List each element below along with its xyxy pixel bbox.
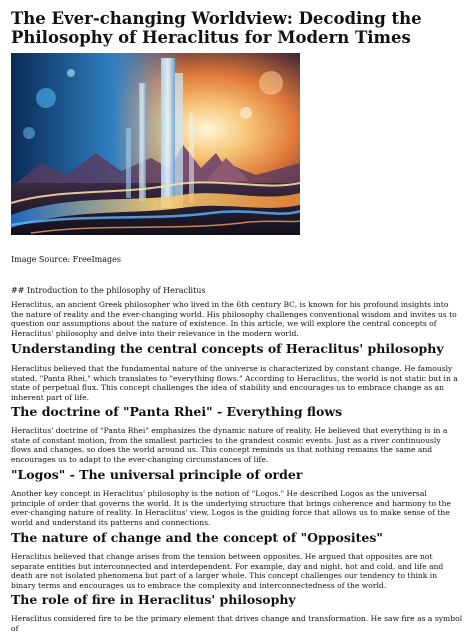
- section-heading: The doctrine of "Panta Rhei" - Everything flows: [11, 404, 343, 419]
- section-paragraph: Heraclitus believed that the fundamental nature of the universe is characterized by constant change. He famously stated, "Panta Rhei," which translates to "everything flows." According to Heraclitus, the world is not static but in a state of perpetual flux. This concept challenges the idea of stability and encourages us to embrace change as an inherent part of life.: [11, 364, 458, 402]
- section-heading: Understanding the central concepts of Heraclitus' philosophy: [11, 341, 444, 356]
- section-paragraph: Heraclitus' doctrine of "Panta Rhei" emphasizes the dynamic nature of reality. He believed that everything is in a state of constant motion, from the smallest particles to the grandest cosmic events. Just as a river continuously flows and changes, so does the world around us. This concept reminds us that nothing remains the same and encourages us to adapt to the ever-changing circumstances of life.: [11, 426, 448, 464]
- section-paragraph: Heraclitus believed that change arises from the tension between opposites. He argued that opposites are not separate entities but interconnected and interdependent. For example, day and night, hot and cold, and life and death are not isolated phenomena but part of a larger whole. This concept challenges our tendency to think in binary terms and encourages us to embrace the complexity and interconnectedness of the world.: [11, 552, 444, 590]
- article-title: [11, 9, 461, 47]
- article-title-line-1: The Ever-changing Worldview: Decoding the: [11, 9, 422, 28]
- hero-image: [11, 53, 300, 235]
- section-heading: The role of fire in Heraclitus' philosophy: [11, 592, 296, 607]
- intro-heading: ## Introduction to the philosophy of Heraclitus: [11, 286, 206, 295]
- intro-paragraph: Heraclitus, an ancient Greek philosopher who lived in the 6th century BC, is known for his profound insights into the nature of reality and the ever-changing world. His philosophy challenges conventional wisdom and invites us to question our assumptions about the nature of existence. In this article, we will explore the central concepts of Heraclitus' philosophy and delve into their relevance in the modern world.: [11, 300, 457, 338]
- section-heading: "Logos" - The universal principle of order: [11, 467, 303, 482]
- section-heading: The nature of change and the concept of "Opposites": [11, 530, 383, 545]
- article-title-line-2: Philosophy of Heraclitus for Modern Times: [11, 28, 411, 47]
- section-paragraph: Another key concept in Heraclitus' philosophy is the notion of "Logos." He described Logos as the universal principle of order that governs the world. It is the underlying structure that brings coherence and harmony to the ever-changing nature of reality. In Heraclitus' view, Logos is the guiding force that allows us to make sense of the world and understand its patterns and connections.: [11, 489, 451, 527]
- section-paragraph: Heraclitus considered fire to be the primary element that drives change and transformation. He saw fire as a symbol of: [11, 614, 463, 633]
- image-caption: Image Source: FreeImages: [11, 255, 121, 264]
